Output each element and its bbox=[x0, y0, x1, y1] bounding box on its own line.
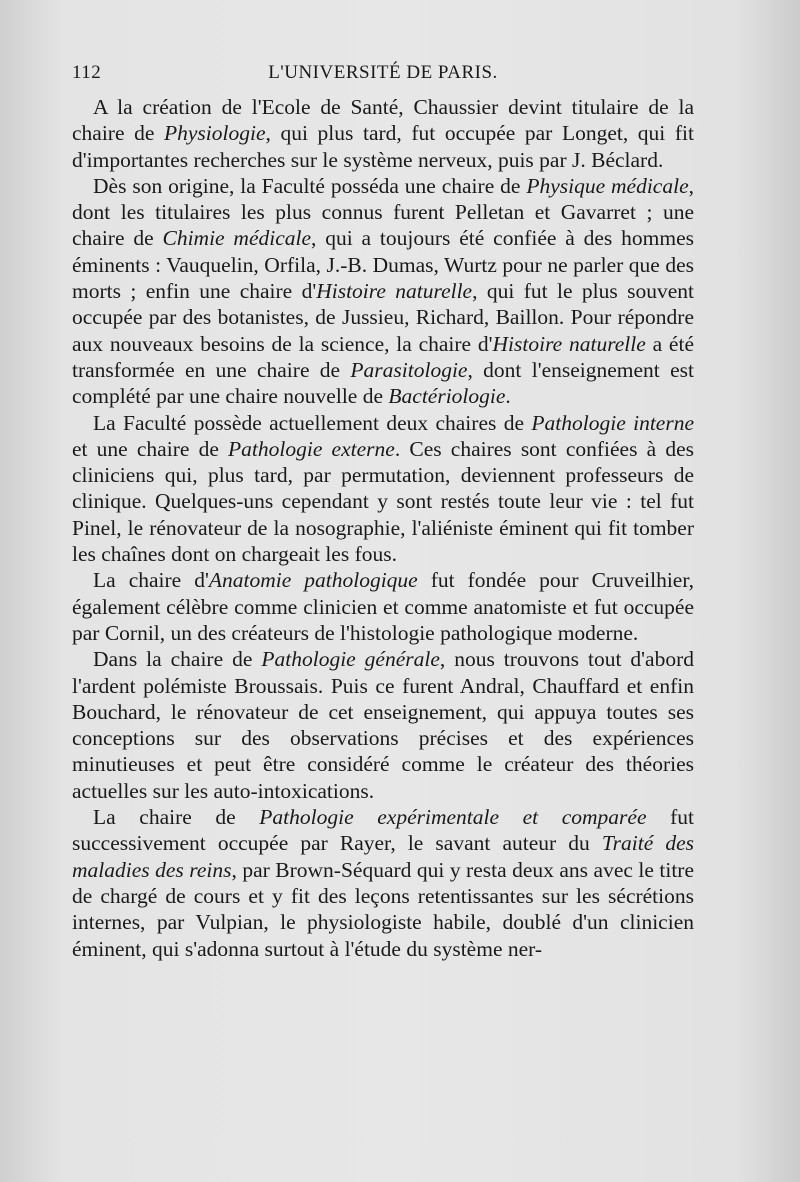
paragraph-6: La chaire de Pathologie expérimentale et comparée fut successivement occupée par Rayer, le savant auteur du Traité des maladies des reins, par Brown-Séquard qui y resta deux ans avec le titre de chargé de cours et y fit des leçons retentissantes sur les sécrétions internes, par Vulpian, le physiologiste habile, doublé d'un clinicien éminent, qui s'adonna surtout à l'étude du système ner- bbox=[72, 805, 695, 961]
paragraph-3: La Faculté possède actuellement deux chaires de Pathologie interne et une chaire de Pathologie externe. Ces chaires sont confiées à des cliniciens qui, plus tard, par permutation, deviennent professeurs de clinique. Quelques-uns cependant y sont restés toute leur vie : tel fut Pinel, le rénovateur de la nosographie, l'aliéniste éminent qui fit tomber les chaînes dont on chargeait les fous. bbox=[72, 410, 695, 567]
paragraph-2: Dès son origine, la Faculté posséda une chaire de Physique médicale, dont les titulaires les plus connus furent Pelletan et Gavarret ; une chaire de Chimie médicale, qui a toujours été confiée à des hommes éminents : Vauquelin, Orfila, J.-B. Dumas, Wurtz pour ne parler que des morts ; enfin une chaire d'Histoire naturelle, qui fut le plus souvent occupée par des botanistes, de Jussieu, Richard, Baillon. Pour répondre aux nouveaux besoins de la science, la chaire d'Histoire naturelle a été transformée en une chaire de Parasitologie, dont l'enseignement est complété par une chaire nouvelle de Bactériologie. bbox=[72, 173, 694, 409]
page-header bbox=[72, 62, 694, 90]
paragraph-4: La chaire d'Anatomie pathologique fut fondée pour Cruveilhier, également célèbre comme clinicien et comme anatomiste et fut occupée par Cornil, un des créateurs de l'histologie pathologique moderne. bbox=[72, 568, 695, 645]
page-number: 112 bbox=[72, 62, 102, 83]
running-title: L'UNIVERSITÉ DE PARIS. bbox=[268, 62, 498, 83]
paragraph-1: A la création de l'Ecole de Santé, Chaussier devint titulaire de la chaire de Physiologie, qui plus tard, fut occupée par Longet, qui fit d'importantes recherches sur le système nerveux, puis par J. Béclard. bbox=[72, 95, 694, 172]
paragraph-5: Dans la chaire de Pathologie générale, nous trouvons tout d'abord l'ardent polémiste Broussais. Puis ce furent Andral, Chauffard et enfin Bouchard, le rénovateur de cet enseignement, qui appuya toutes ses conceptions sur des observations précises et des expériences minutieuses et peut être considéré comme le créateur des théories actuelles sur les auto-intoxications. bbox=[72, 647, 694, 803]
body-text bbox=[72, 94, 694, 962]
